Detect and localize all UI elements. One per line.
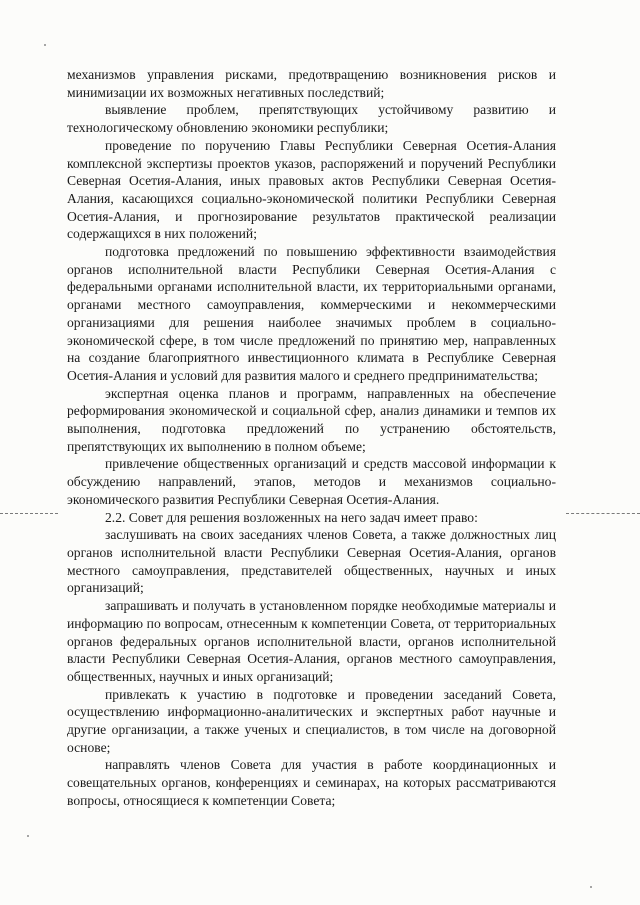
paragraph-delegate-members: направлять членов Совета для участия в работе координационных и совещательных органов, конференциях и семинарах, на которых рассматриваются вопросы, относящиеся к компетенции Совета; bbox=[67, 757, 556, 808]
paragraph-involve-organizations: привлекать к участию в подготовке и проведении заседаний Совета, осуществлению информационно-аналитических и экспертных работ научные и другие организации, а также ученых и специалистов, в том числе на договорной основе; bbox=[67, 686, 556, 755]
paragraph-interaction-proposals: подготовка предложений по повышению эффективности взаимодействия органов исполнительной власти Республики Северная Осетия-Алания с федеральными органами исполнительной власти, их территориальными органами, органами местного самоуправления, коммерческими и некоммерческими организациями для решения наиболее значимых проблем в социально-экономической сфере, в том числе предложений по принятию мер, направленных на создание благоприятного инвестиционного климата в Республике Северная Осетия-Алания и условий для развития малого и среднего предпринимательства; bbox=[67, 244, 556, 383]
paragraph-problem-identification: выявление проблем, препятствующих устойчивому развитию и технологическому обновлению экономики республики; bbox=[67, 102, 556, 136]
paragraph-risk-management: механизмов управления рисками, предотвращению возникновения рисков и минимизации их возможных негативных последствий; bbox=[67, 67, 556, 100]
paragraph-public-involvement: привлечение общественных организаций и средств массовой информации к обсуждению направлений, этапов, методов и механизмов социально-экономического развития Республики Северная Осетия-Алания. bbox=[67, 456, 556, 507]
document-body bbox=[67, 66, 556, 810]
paragraph-program-evaluation: экспертная оценка планов и программ, направленных на обеспечение реформирования экономической и социальной сфер, анализ динамики и темпов их выполнения, подготовка предложений по устранению обстоятельств, препятствующих их выполнению в полном объеме; bbox=[67, 385, 556, 454]
paragraph-hearings: заслушивать на своих заседаниях членов Совета, а также должностных лиц органов исполнительной власти Республики Северная Осетия-Алания, органов местного самоуправления, представителей общественных, научных и иных организаций; bbox=[67, 527, 556, 596]
paragraph-requests: запрашивать и получать в установленном порядке необходимые материалы и информацию по вопросам, отнесенным к компетенции Совета, от территориальных органов федеральных органов исполнительной власти, органов исполнительной власти Республики Северная Осетия-Алания, органов местного самоуправления, общественных, научных и иных организаций; bbox=[67, 598, 556, 684]
scan-speck bbox=[44, 44, 46, 46]
scan-speck bbox=[27, 835, 29, 837]
scan-margin-mark-right bbox=[566, 513, 640, 514]
paragraph-expertise: проведение по поручению Главы Республики Северная Осетия-Алания комплексной экспертизы проектов указов, распоряжений и поручений Республики Северная Осетия-Алания, иных правовых актов Республики Северная Осетия-Алания, касающихся социально-экономической политики Республики Северная Осетия-Алания, и прогнозирование результатов практической реализации содержащихся в них положений; bbox=[67, 137, 556, 242]
scan-margin-mark-left bbox=[0, 513, 58, 514]
scan-speck bbox=[590, 886, 592, 888]
section-heading-2-2: 2.2. Совет для решения возложенных на него задач имеет право: bbox=[105, 509, 478, 525]
